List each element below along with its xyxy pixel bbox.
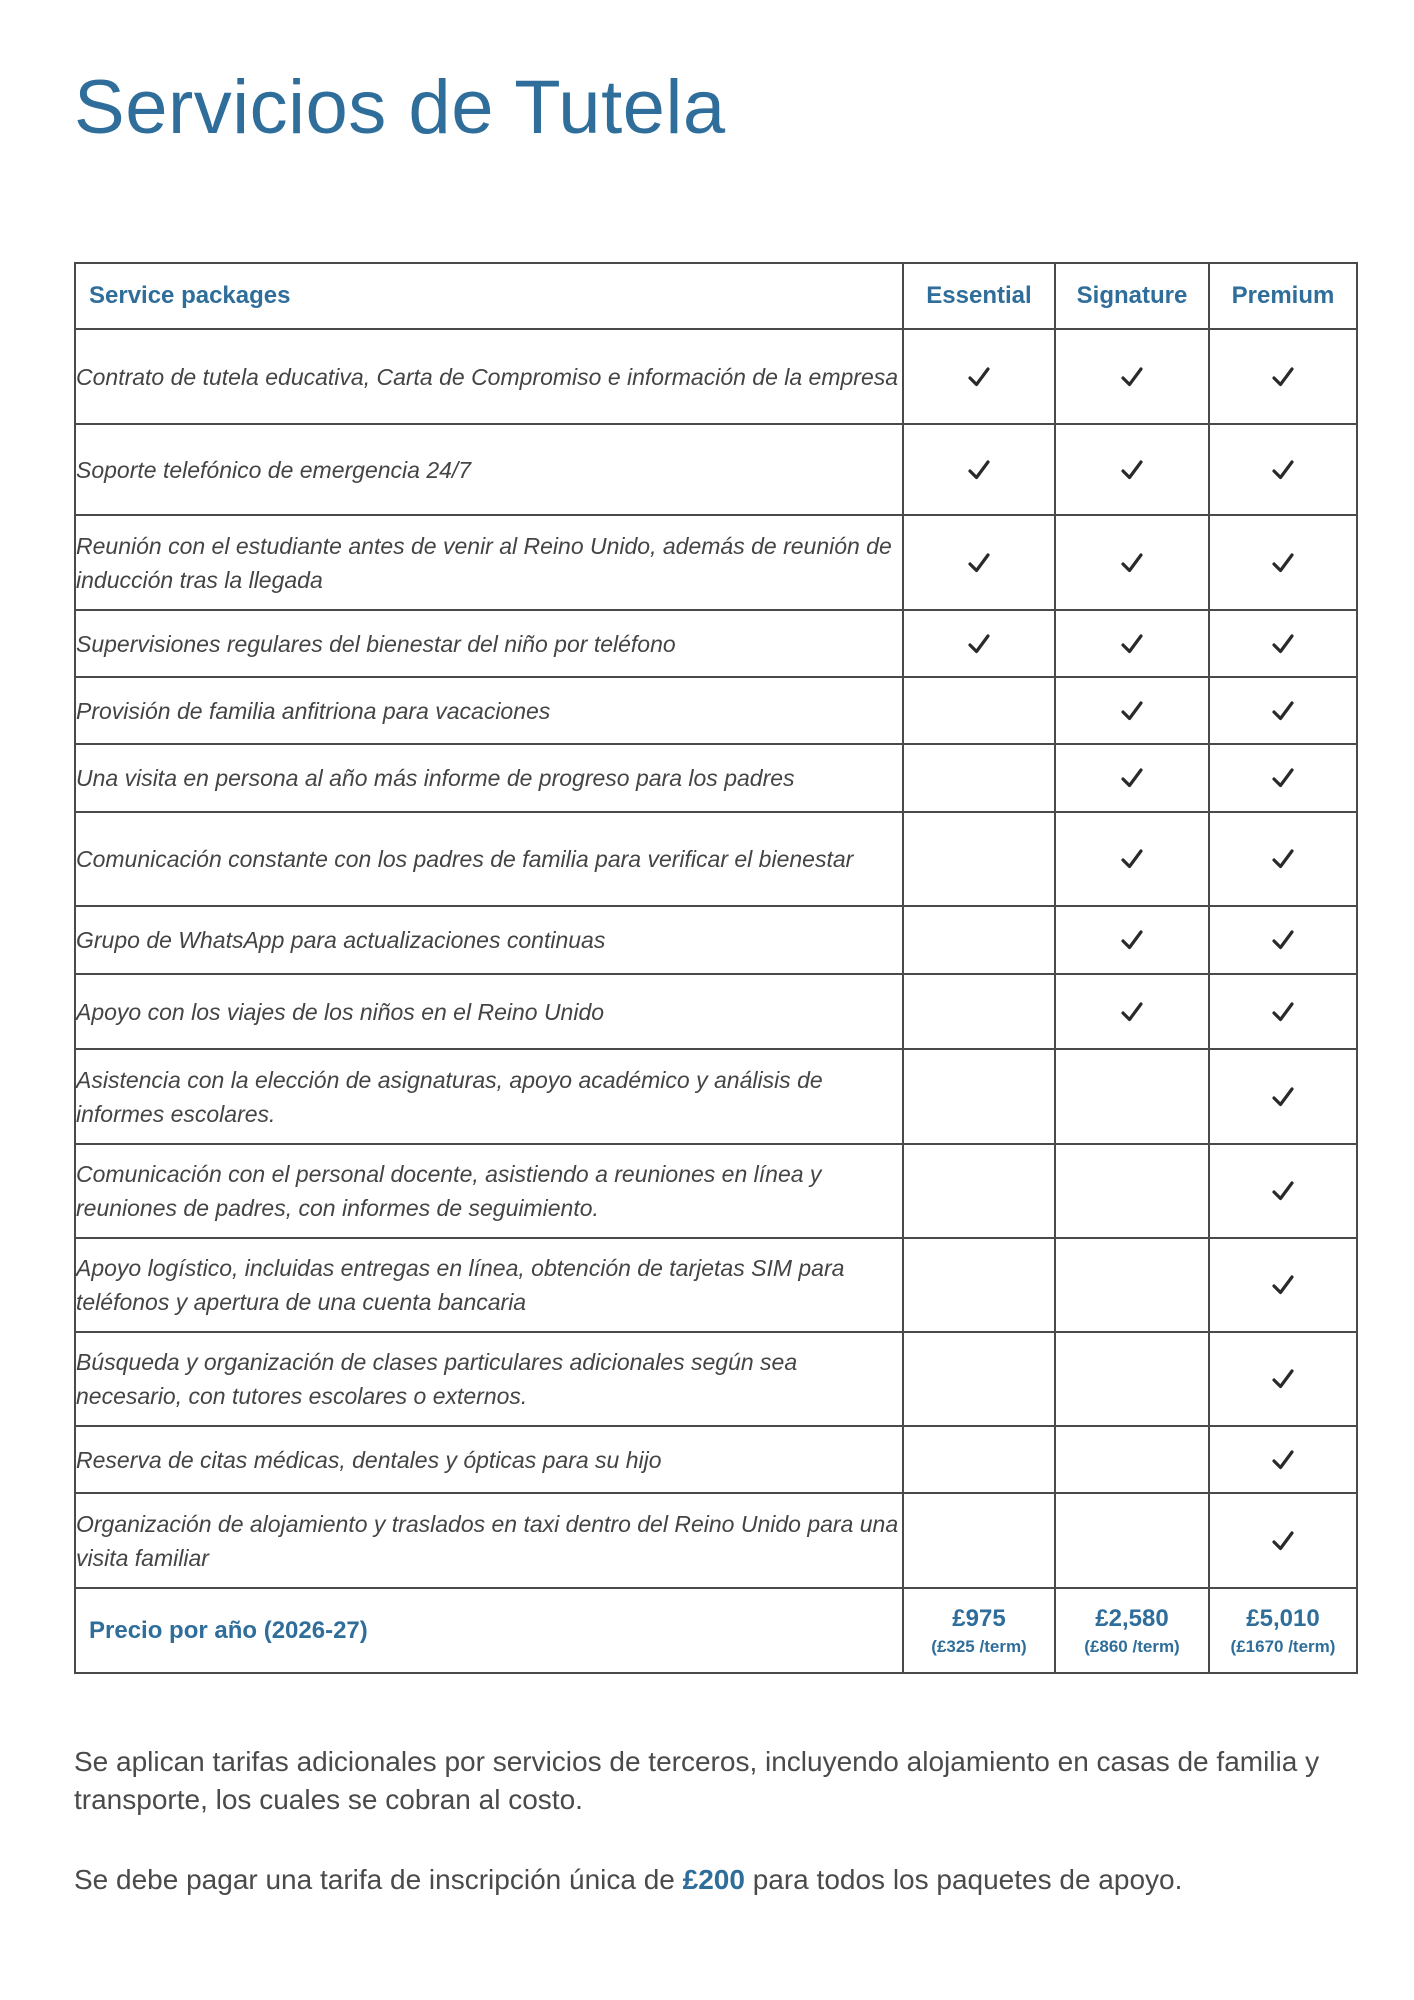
price-signature-term: (£860 /term) xyxy=(1084,1636,1180,1656)
premium-cell xyxy=(1209,1332,1357,1426)
table-row xyxy=(75,1426,1357,1493)
additional-fees-note: Se aplican tarifas adicionales por servicios de terceros, incluyendo alojamiento en casas de familia y transporte, los cuales se cobran al costo. xyxy=(74,1746,1320,1815)
feature-cell: Soporte telefónico de emergencia 24/7 xyxy=(75,424,903,515)
premium-cell xyxy=(1209,329,1357,424)
essential-cell xyxy=(903,744,1055,812)
essential-cell xyxy=(903,1493,1055,1588)
check-icon xyxy=(1269,1532,1297,1549)
feature-cell: Apoyo logístico, incluidas entregas en línea, obtención de tarjetas SIM para teléfonos y apertura de una cuenta bancaria xyxy=(75,1238,903,1332)
table-row xyxy=(75,515,1357,610)
essential-cell xyxy=(903,812,1055,906)
check-icon xyxy=(1118,461,1146,478)
signature-cell xyxy=(1055,744,1209,812)
premium-cell xyxy=(1209,1144,1357,1238)
header-essential: Essential xyxy=(903,263,1055,329)
service-packages-table xyxy=(74,262,1358,1674)
signature-cell xyxy=(1055,1332,1209,1426)
check-icon xyxy=(1269,702,1297,719)
table-row xyxy=(75,1493,1357,1588)
essential-cell xyxy=(903,677,1055,744)
table-row xyxy=(75,424,1357,515)
feature-cell: Contrato de tutela educativa, Carta de Compromiso e información de la empresa xyxy=(75,329,903,424)
table-row xyxy=(75,1238,1357,1332)
premium-cell xyxy=(1209,906,1357,974)
check-icon xyxy=(1269,769,1297,786)
table-row xyxy=(75,677,1357,744)
check-icon xyxy=(1118,635,1146,652)
essential-cell xyxy=(903,1049,1055,1144)
feature-cell: Una visita en persona al año más informe de progreso para los padres xyxy=(75,744,903,812)
table-row xyxy=(75,329,1357,424)
registration-fee-amount: £200 xyxy=(682,1864,745,1895)
signature-cell xyxy=(1055,974,1209,1049)
feature-cell: Asistencia con la elección de asignaturas, apoyo académico y análisis de informes escolares. xyxy=(75,1049,903,1144)
essential-cell xyxy=(903,424,1055,515)
table-row xyxy=(75,744,1357,812)
signature-cell xyxy=(1055,515,1209,610)
premium-cell xyxy=(1209,610,1357,677)
essential-cell xyxy=(903,906,1055,974)
signature-cell xyxy=(1055,1049,1209,1144)
signature-cell xyxy=(1055,1426,1209,1493)
check-icon xyxy=(1269,1370,1297,1387)
feature-cell: Búsqueda y organización de clases particulares adicionales según sea necesario, con tutores escolares o externos. xyxy=(75,1332,903,1426)
essential-cell xyxy=(903,329,1055,424)
check-icon xyxy=(1269,368,1297,385)
check-icon xyxy=(1118,554,1146,571)
feature-cell: Grupo de WhatsApp para actualizaciones continuas xyxy=(75,906,903,974)
check-icon xyxy=(1118,850,1146,867)
feature-cell: Reunión con el estudiante antes de venir al Reino Unido, además de reunión de inducción tras la llegada xyxy=(75,515,903,610)
check-icon xyxy=(1269,635,1297,652)
check-icon xyxy=(1269,1003,1297,1020)
price-premium-amount: £5,010 xyxy=(1246,1604,1320,1632)
check-icon xyxy=(1118,702,1146,719)
premium-cell xyxy=(1209,1493,1357,1588)
header-premium: Premium xyxy=(1209,263,1357,329)
check-icon xyxy=(1269,1088,1297,1105)
table-row xyxy=(75,1049,1357,1144)
table-row xyxy=(75,1332,1357,1426)
check-icon xyxy=(965,554,993,571)
table-row xyxy=(75,812,1357,906)
feature-cell: Organización de alojamiento y traslados en taxi dentro del Reino Unido para una visita familiar xyxy=(75,1493,903,1588)
check-icon xyxy=(1118,1003,1146,1020)
check-icon xyxy=(1118,368,1146,385)
check-icon xyxy=(1118,769,1146,786)
essential-cell xyxy=(903,974,1055,1049)
price-essential-term: (£325 /term) xyxy=(931,1636,1027,1656)
registration-fee-prefix: Se debe pagar una tarifa de inscripción única de xyxy=(74,1864,683,1895)
essential-cell xyxy=(903,1426,1055,1493)
signature-cell xyxy=(1055,906,1209,974)
premium-cell xyxy=(1209,515,1357,610)
feature-cell: Reserva de citas médicas, dentales y ópticas para su hijo xyxy=(75,1426,903,1493)
price-signature xyxy=(1055,1588,1209,1673)
check-icon xyxy=(1269,1182,1297,1199)
premium-cell xyxy=(1209,974,1357,1049)
essential-cell xyxy=(903,610,1055,677)
check-icon xyxy=(1118,931,1146,948)
premium-cell xyxy=(1209,677,1357,744)
registration-fee-note xyxy=(74,1861,1364,1899)
check-icon xyxy=(1269,1451,1297,1468)
price-premium-term: (£1670 /term) xyxy=(1230,1636,1336,1656)
signature-cell xyxy=(1055,424,1209,515)
premium-cell xyxy=(1209,424,1357,515)
essential-cell xyxy=(903,1238,1055,1332)
check-icon xyxy=(965,461,993,478)
table-row xyxy=(75,610,1357,677)
table-header-row xyxy=(75,263,1357,329)
signature-cell xyxy=(1055,677,1209,744)
essential-cell xyxy=(903,1144,1055,1238)
signature-cell xyxy=(1055,1144,1209,1238)
feature-cell: Supervisiones regulares del bienestar del niño por teléfono xyxy=(75,610,903,677)
table-row xyxy=(75,974,1357,1049)
premium-cell xyxy=(1209,812,1357,906)
premium-cell xyxy=(1209,1049,1357,1144)
feature-cell: Apoyo con los viajes de los niños en el Reino Unido xyxy=(75,974,903,1049)
page-title: Servicios de Tutela xyxy=(74,65,726,150)
header-service-packages: Service packages xyxy=(75,263,903,329)
signature-cell xyxy=(1055,1238,1209,1332)
check-icon xyxy=(1269,931,1297,948)
feature-cell: Comunicación con el personal docente, asistiendo a reuniones en línea y reuniones de padres, con informes de seguimiento. xyxy=(75,1144,903,1238)
price-premium xyxy=(1209,1588,1357,1673)
header-signature: Signature xyxy=(1055,263,1209,329)
table-row xyxy=(75,906,1357,974)
essential-cell xyxy=(903,515,1055,610)
check-icon xyxy=(1269,461,1297,478)
signature-cell xyxy=(1055,1493,1209,1588)
registration-fee-suffix: para todos los paquetes de apoyo. xyxy=(744,1864,1183,1895)
premium-cell xyxy=(1209,1426,1357,1493)
price-essential xyxy=(903,1588,1055,1673)
check-icon xyxy=(1269,554,1297,571)
price-signature-amount: £2,580 xyxy=(1095,1604,1169,1632)
price-essential-amount: £975 xyxy=(952,1604,1006,1632)
price-label: Precio por año (2026-27) xyxy=(75,1588,903,1673)
signature-cell xyxy=(1055,329,1209,424)
check-icon xyxy=(965,368,993,385)
table-body xyxy=(75,329,1357,1588)
check-icon xyxy=(1269,1276,1297,1293)
signature-cell xyxy=(1055,812,1209,906)
feature-cell: Provisión de familia anfitriona para vacaciones xyxy=(75,677,903,744)
premium-cell xyxy=(1209,1238,1357,1332)
premium-cell xyxy=(1209,744,1357,812)
signature-cell xyxy=(1055,610,1209,677)
check-icon xyxy=(1269,850,1297,867)
feature-cell: Comunicación constante con los padres de familia para verificar el bienestar xyxy=(75,812,903,906)
price-row xyxy=(75,1588,1357,1673)
check-icon xyxy=(965,635,993,652)
table-row xyxy=(75,1144,1357,1238)
essential-cell xyxy=(903,1332,1055,1426)
